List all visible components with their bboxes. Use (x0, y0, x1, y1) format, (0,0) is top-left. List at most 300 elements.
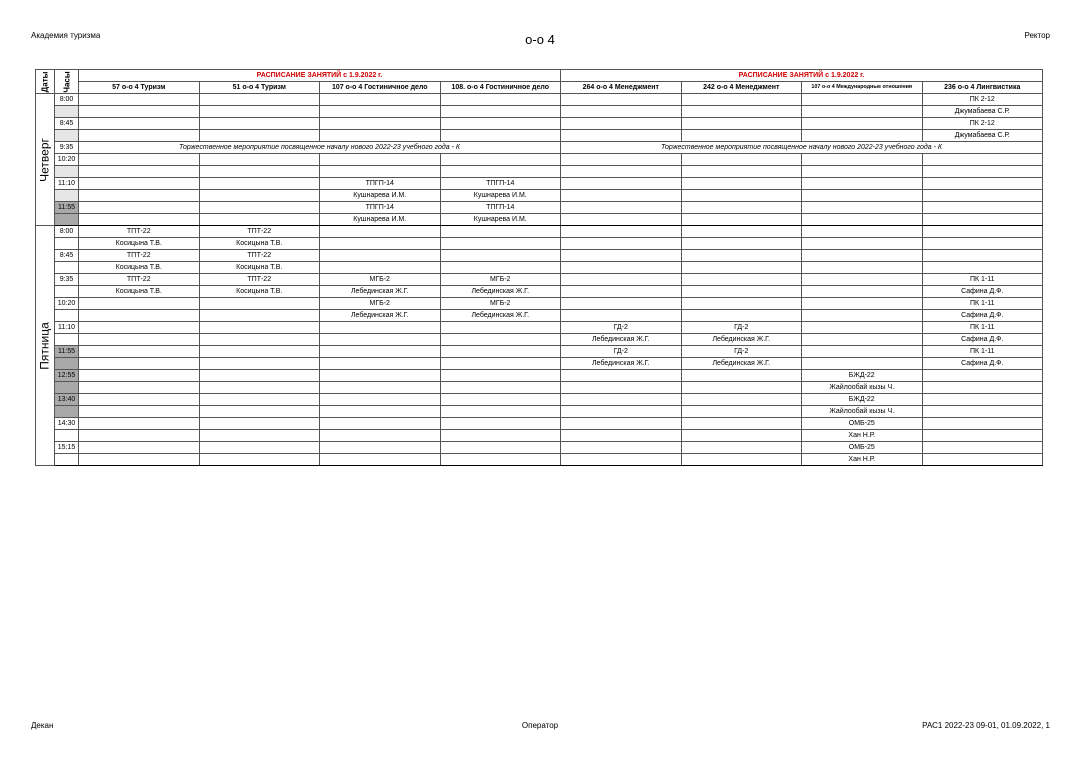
lesson-cell (79, 214, 200, 226)
lesson-cell (320, 250, 441, 262)
lesson-cell (802, 286, 923, 298)
lesson-cell (922, 178, 1043, 190)
lesson-cell (561, 370, 682, 382)
lesson-cell (802, 298, 923, 310)
lesson-cell: ГД-2 (561, 322, 682, 334)
lesson-cell (802, 358, 923, 370)
lesson-cell (681, 430, 802, 442)
lesson-cell (802, 226, 923, 238)
lesson-cell (681, 154, 802, 166)
lesson-cell (561, 106, 682, 118)
lesson-cell: ПК 1-11 (922, 346, 1043, 358)
time-cell (55, 130, 79, 142)
lesson-cell: Косицына Т.В. (199, 286, 320, 298)
lesson-cell (681, 418, 802, 430)
group-header: 236 о-о 4 Лингвистика (922, 82, 1043, 94)
lesson-cell (681, 130, 802, 142)
time-cell: 14:30 (55, 418, 79, 430)
lesson-cell (561, 262, 682, 274)
lesson-cell (199, 370, 320, 382)
schedule-row (36, 178, 1043, 190)
lesson-cell (440, 250, 561, 262)
group-header: 264 о-о 4 Менеджмент (561, 82, 682, 94)
group-header: 107 о-о 4 Международные отношения (802, 82, 923, 94)
operator-signature-label: Оператор (521, 721, 559, 730)
lesson-cell (922, 190, 1043, 202)
schedule-row (36, 334, 1043, 346)
lesson-cell (79, 310, 200, 322)
schedule-row (36, 130, 1043, 142)
schedule-row (36, 358, 1043, 370)
lesson-cell (922, 202, 1043, 214)
lesson-cell (199, 106, 320, 118)
group-header: 51 о-о 4 Туризм (199, 82, 320, 94)
lesson-cell (79, 130, 200, 142)
lesson-cell: Жайлообай кызы Ч. (802, 382, 923, 394)
lesson-cell: Жайлообай кызы Ч. (802, 406, 923, 418)
lesson-cell (681, 118, 802, 130)
lesson-cell: ПК 1-11 (922, 298, 1043, 310)
lesson-cell (802, 118, 923, 130)
lesson-cell (440, 334, 561, 346)
time-cell: 11:10 (55, 322, 79, 334)
lesson-cell (681, 382, 802, 394)
lesson-cell (922, 214, 1043, 226)
lesson-cell (922, 262, 1043, 274)
lesson-cell (199, 298, 320, 310)
institution-name: Академия туризма (31, 31, 101, 40)
lesson-cell (802, 130, 923, 142)
lesson-cell (561, 274, 682, 286)
lesson-cell: МГБ-2 (440, 298, 561, 310)
lesson-cell: ТПТ-22 (199, 226, 320, 238)
lesson-cell (802, 310, 923, 322)
lesson-cell: ТПТ-22 (199, 274, 320, 286)
lesson-cell (79, 454, 200, 466)
lesson-cell (561, 214, 682, 226)
lesson-cell (561, 442, 682, 454)
rector-signature-label: Ректор (1024, 31, 1050, 40)
lesson-cell (79, 394, 200, 406)
lesson-cell (320, 358, 441, 370)
lesson-cell (440, 322, 561, 334)
lesson-cell: ТПГП-14 (440, 178, 561, 190)
lesson-cell: Сафина Д.Ф. (922, 286, 1043, 298)
lesson-cell (199, 118, 320, 130)
lesson-cell: ТПГП-14 (320, 202, 441, 214)
lesson-cell (79, 442, 200, 454)
lesson-cell (561, 298, 682, 310)
lesson-cell (199, 454, 320, 466)
lesson-cell (79, 106, 200, 118)
lesson-cell (79, 178, 200, 190)
lesson-cell (561, 118, 682, 130)
page-title: о-о 4 (525, 32, 555, 47)
schedule-row (36, 394, 1043, 406)
lesson-cell: Лебединская Ж.Г. (681, 334, 802, 346)
lesson-cell (440, 238, 561, 250)
schedule-row (36, 406, 1043, 418)
time-cell: 13:40 (55, 394, 79, 406)
time-cell: 11:10 (55, 178, 79, 190)
lesson-cell (199, 190, 320, 202)
lesson-cell (199, 154, 320, 166)
lesson-cell: ОМБ-25 (802, 442, 923, 454)
time-cell (55, 382, 79, 394)
lesson-cell (320, 346, 441, 358)
lesson-cell (561, 454, 682, 466)
lesson-cell (802, 262, 923, 274)
lesson-cell (922, 370, 1043, 382)
lesson-cell (79, 334, 200, 346)
lesson-cell (320, 94, 441, 106)
lesson-cell (199, 442, 320, 454)
schedule-row (36, 298, 1043, 310)
lesson-cell (561, 406, 682, 418)
lesson-cell (922, 394, 1043, 406)
schedule-row (36, 418, 1043, 430)
lesson-cell (320, 226, 441, 238)
time-cell (55, 190, 79, 202)
schedule-row (36, 118, 1043, 130)
lesson-cell: Хан Н.Р. (802, 454, 923, 466)
lesson-cell (440, 226, 561, 238)
lesson-cell: Сафина Д.Ф. (922, 358, 1043, 370)
lesson-cell: БЖД-22 (802, 394, 923, 406)
lesson-cell (440, 382, 561, 394)
lesson-cell (561, 190, 682, 202)
time-cell (55, 262, 79, 274)
lesson-cell (802, 274, 923, 286)
lesson-cell: МГБ-2 (320, 298, 441, 310)
lesson-cell (922, 226, 1043, 238)
lesson-cell (561, 394, 682, 406)
lesson-cell: Лебединская Ж.Г. (440, 286, 561, 298)
title-row (36, 70, 1043, 82)
lesson-cell (561, 286, 682, 298)
lesson-cell (802, 250, 923, 262)
day-label: Пятница (36, 226, 55, 466)
schedule-title-left: РАСПИСАНИЕ ЗАНЯТИЙ с 1.9.2022 г. (79, 70, 561, 82)
lesson-cell (681, 370, 802, 382)
lesson-cell (320, 262, 441, 274)
lesson-cell (320, 238, 441, 250)
lesson-cell: Лебединская Ж.Г. (440, 310, 561, 322)
lesson-cell (440, 118, 561, 130)
lesson-cell (440, 418, 561, 430)
lesson-cell (320, 418, 441, 430)
lesson-cell: Косицына Т.В. (199, 238, 320, 250)
lesson-cell: МГБ-2 (320, 274, 441, 286)
schedule-row (36, 190, 1043, 202)
event-banner: Торжественное мероприятие посвященное началу нового 2022-23 учебного года - К (561, 142, 1043, 154)
lesson-cell (561, 310, 682, 322)
lesson-cell (681, 214, 802, 226)
lesson-cell (199, 202, 320, 214)
lesson-cell (922, 418, 1043, 430)
schedule-row (36, 310, 1043, 322)
schedule-row (36, 250, 1043, 262)
lesson-cell (802, 214, 923, 226)
lesson-cell (561, 166, 682, 178)
lesson-cell (440, 166, 561, 178)
lesson-cell: Косицына Т.В. (79, 238, 200, 250)
hours-column-header: Часы (55, 70, 79, 94)
lesson-cell (199, 406, 320, 418)
lesson-cell (320, 166, 441, 178)
lesson-cell: ГД-2 (681, 346, 802, 358)
schedule-row (36, 454, 1043, 466)
schedule-row (36, 262, 1043, 274)
lesson-cell: ПК 1-11 (922, 274, 1043, 286)
lesson-cell (922, 166, 1043, 178)
group-header: 108. о-о 4 Гостиничное дело (440, 82, 561, 94)
lesson-cell: Джумабаева С.Р. (922, 130, 1043, 142)
schedule-row (36, 286, 1043, 298)
lesson-cell (802, 154, 923, 166)
day-label: Четверг (36, 94, 55, 226)
lesson-cell (802, 202, 923, 214)
lesson-cell (440, 406, 561, 418)
schedule-row (36, 214, 1043, 226)
lesson-cell (320, 430, 441, 442)
lesson-cell: ТПТ-22 (79, 250, 200, 262)
lesson-cell (199, 322, 320, 334)
time-cell: 9:35 (55, 274, 79, 286)
lesson-cell (79, 190, 200, 202)
lesson-cell (79, 358, 200, 370)
schedule-table (35, 69, 1043, 466)
lesson-cell (561, 226, 682, 238)
lesson-cell: МГБ-2 (440, 274, 561, 286)
lesson-cell (681, 406, 802, 418)
lesson-cell (681, 286, 802, 298)
lesson-cell (681, 94, 802, 106)
lesson-cell (681, 238, 802, 250)
time-cell: 11:55 (55, 346, 79, 358)
lesson-cell (561, 382, 682, 394)
group-header-row (36, 82, 1043, 94)
lesson-cell (802, 346, 923, 358)
lesson-cell: Хан Н.Р. (802, 430, 923, 442)
lesson-cell (561, 202, 682, 214)
lesson-cell (561, 418, 682, 430)
lesson-cell (320, 106, 441, 118)
lesson-cell (561, 430, 682, 442)
lesson-cell (681, 178, 802, 190)
time-cell: 8:45 (55, 118, 79, 130)
lesson-cell (440, 94, 561, 106)
lesson-cell: Кушнарева И.М. (320, 214, 441, 226)
time-cell (55, 334, 79, 346)
schedule-row (36, 202, 1043, 214)
lesson-cell (681, 298, 802, 310)
document-reference: РАС1 2022-23 09-01, 01.09.2022, 1 (922, 721, 1050, 730)
lesson-cell (199, 382, 320, 394)
lesson-cell: Кушнарева И.М. (440, 190, 561, 202)
lesson-cell: ПК 2-12 (922, 118, 1043, 130)
lesson-cell (440, 394, 561, 406)
lesson-cell: Сафина Д.Ф. (922, 334, 1043, 346)
schedule-row (36, 322, 1043, 334)
lesson-cell (79, 322, 200, 334)
lesson-cell (561, 154, 682, 166)
lesson-cell: Лебединская Ж.Г. (320, 286, 441, 298)
lesson-cell (320, 454, 441, 466)
lesson-cell (79, 154, 200, 166)
time-cell (55, 166, 79, 178)
lesson-cell (802, 106, 923, 118)
lesson-cell (922, 250, 1043, 262)
time-cell (55, 310, 79, 322)
lesson-cell (561, 238, 682, 250)
schedule-row (36, 274, 1043, 286)
lesson-cell (199, 418, 320, 430)
time-cell: 9:35 (55, 142, 79, 154)
lesson-cell: ТПТ-22 (79, 226, 200, 238)
lesson-cell: ТПТ-22 (199, 250, 320, 262)
lesson-cell (561, 94, 682, 106)
schedule-row (36, 94, 1043, 106)
lesson-cell (681, 226, 802, 238)
lesson-cell (922, 454, 1043, 466)
lesson-cell (320, 130, 441, 142)
lesson-cell (199, 94, 320, 106)
lesson-cell (681, 454, 802, 466)
schedule-row (36, 346, 1043, 358)
schedule-row (36, 166, 1043, 178)
lesson-cell (79, 382, 200, 394)
time-cell (55, 454, 79, 466)
lesson-cell (561, 130, 682, 142)
lesson-cell (320, 118, 441, 130)
lesson-cell: ТПГП-14 (320, 178, 441, 190)
lesson-cell (440, 370, 561, 382)
schedule-row (36, 382, 1043, 394)
lesson-cell (199, 394, 320, 406)
lesson-cell (922, 154, 1043, 166)
time-cell: 8:00 (55, 94, 79, 106)
lesson-cell (320, 406, 441, 418)
lesson-cell (922, 406, 1043, 418)
lesson-cell: ТПГП-14 (440, 202, 561, 214)
lesson-cell (79, 370, 200, 382)
lesson-cell (802, 322, 923, 334)
lesson-cell (199, 166, 320, 178)
time-cell (55, 238, 79, 250)
lesson-cell (440, 154, 561, 166)
lesson-cell: Кушнарева И.М. (440, 214, 561, 226)
lesson-cell (922, 430, 1043, 442)
lesson-cell (79, 298, 200, 310)
lesson-cell: БЖД-22 (802, 370, 923, 382)
schedule-row (36, 238, 1043, 250)
lesson-cell (79, 202, 200, 214)
lesson-cell (681, 106, 802, 118)
lesson-cell (79, 166, 200, 178)
time-cell: 11:55 (55, 202, 79, 214)
lesson-cell: Лебединская Ж.Г. (681, 358, 802, 370)
lesson-cell (440, 358, 561, 370)
lesson-cell (802, 166, 923, 178)
lesson-cell (561, 250, 682, 262)
lesson-cell (320, 442, 441, 454)
lesson-cell: ПК 1-11 (922, 322, 1043, 334)
lesson-cell: Сафина Д.Ф. (922, 310, 1043, 322)
event-banner: Торжественное мероприятие посвященное началу нового 2022-23 учебного года - К (79, 142, 561, 154)
lesson-cell (199, 310, 320, 322)
lesson-cell (681, 262, 802, 274)
time-cell (55, 214, 79, 226)
lesson-cell (199, 334, 320, 346)
time-cell: 8:00 (55, 226, 79, 238)
lesson-cell (561, 178, 682, 190)
schedule-row (36, 442, 1043, 454)
lesson-cell: ГД-2 (561, 346, 682, 358)
time-cell (55, 406, 79, 418)
lesson-cell (199, 214, 320, 226)
lesson-cell (440, 106, 561, 118)
lesson-cell (440, 130, 561, 142)
schedule-row (36, 142, 1043, 154)
lesson-cell (199, 178, 320, 190)
lesson-cell (199, 130, 320, 142)
lesson-cell (79, 406, 200, 418)
lesson-cell: Косицына Т.В. (199, 262, 320, 274)
lesson-cell (320, 334, 441, 346)
lesson-cell: Джумабаева С.Р. (922, 106, 1043, 118)
lesson-cell (440, 442, 561, 454)
lesson-cell (79, 118, 200, 130)
lesson-cell (440, 346, 561, 358)
lesson-cell (681, 190, 802, 202)
lesson-cell (199, 430, 320, 442)
lesson-cell (922, 382, 1043, 394)
time-cell: 10:20 (55, 298, 79, 310)
schedule-row (36, 370, 1043, 382)
schedule-title-right: РАСПИСАНИЕ ЗАНЯТИЙ с 1.9.2022 г. (561, 70, 1043, 82)
lesson-cell (681, 442, 802, 454)
group-header: 57 о-о 4 Туризм (79, 82, 200, 94)
lesson-cell (320, 394, 441, 406)
time-cell: 12:55 (55, 370, 79, 382)
lesson-cell (681, 250, 802, 262)
schedule-row (36, 226, 1043, 238)
lesson-cell (79, 418, 200, 430)
time-cell (55, 286, 79, 298)
lesson-cell (681, 394, 802, 406)
lesson-cell (802, 178, 923, 190)
lesson-cell: ПК 2-12 (922, 94, 1043, 106)
lesson-cell (802, 238, 923, 250)
group-header: 107 о-о 4 Гостиничное дело (320, 82, 441, 94)
lesson-cell (440, 262, 561, 274)
group-header: 242 о-о 4 Менеджмент (681, 82, 802, 94)
dates-column-header: Даты (36, 70, 55, 94)
lesson-cell (681, 166, 802, 178)
lesson-cell: Косицына Т.В. (79, 262, 200, 274)
lesson-cell (802, 94, 923, 106)
lesson-cell: Лебединская Ж.Г. (320, 310, 441, 322)
lesson-cell (320, 382, 441, 394)
lesson-cell (802, 334, 923, 346)
lesson-cell: ОМБ-25 (802, 418, 923, 430)
lesson-cell (199, 346, 320, 358)
lesson-cell: Лебединская Ж.Г. (561, 334, 682, 346)
lesson-cell: Лебединская Ж.Г. (561, 358, 682, 370)
lesson-cell (79, 94, 200, 106)
lesson-cell: ТПТ-22 (79, 274, 200, 286)
